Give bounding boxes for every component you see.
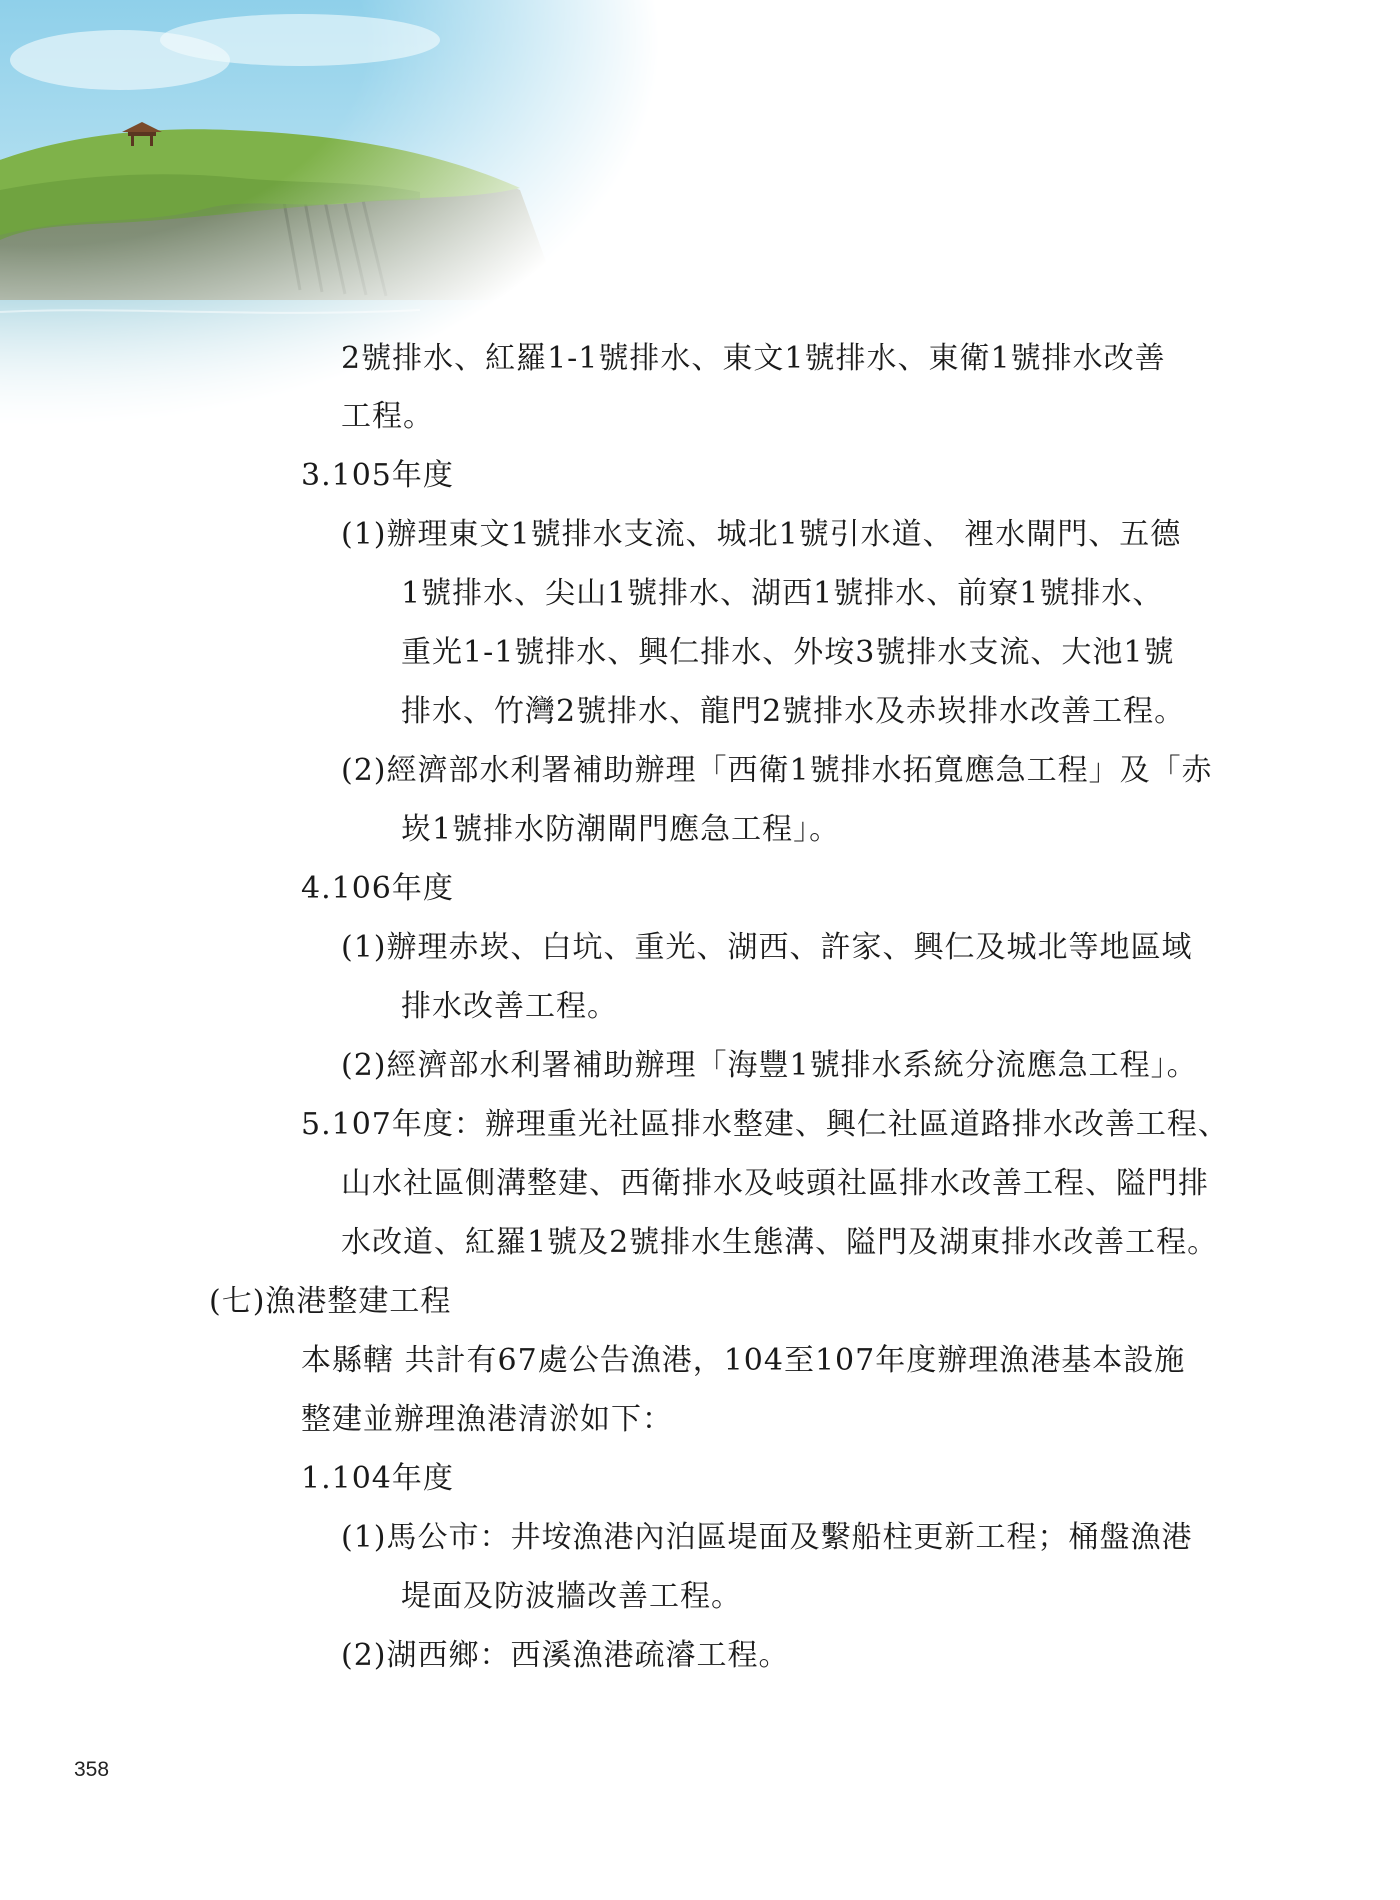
text-line: (2)經濟部水利署補助辦理「海豐1號排水系統分流應急工程」。 — [341, 1048, 1198, 1083]
text-line: 重光1-1號排水、興仁排水、外垵3號排水支流、大池1號 — [401, 635, 1175, 670]
text-line: 崁1號排水防潮閘門應急工程」。 — [401, 812, 841, 847]
text-line: 3.105年度 — [301, 458, 454, 493]
text-line: 排水改善工程。 — [401, 989, 618, 1024]
text-line: 本縣轄 共計有67處公告漁港，104至107年度辦理漁港基本設施 — [301, 1343, 1186, 1378]
text-line: (1)辦理赤崁、白坑、重光、湖西、許家、興仁及城北等地區域 — [341, 930, 1193, 965]
text-line: 水改道、紅羅1號及2號排水生態溝、隘門及湖東排水改善工程。 — [341, 1225, 1219, 1260]
text-line: 1號排水、尖山1號排水、湖西1號排水、前寮1號排水、 — [401, 576, 1164, 611]
text-line: 山水社區側溝整建、西衛排水及岐頭社區排水改善工程、隘門排 — [341, 1166, 1209, 1201]
text-line: 堤面及防波牆改善工程。 — [401, 1579, 742, 1614]
text-line: 1.104年度 — [301, 1461, 454, 1496]
text-line: 工程。 — [341, 399, 434, 434]
text-line: (2)經濟部水利署補助辦理「西衛1號排水拓寬應急工程」及「赤 — [341, 753, 1213, 788]
text-line: 5.107年度：辦理重光社區排水整建、興仁社區道路排水改善工程、 — [301, 1107, 1229, 1142]
page-number: 358 — [74, 1758, 110, 1781]
text-line: 4.106年度 — [301, 871, 454, 906]
text-line: (1)馬公市：井垵漁港內泊區堤面及繫船柱更新工程；桶盤漁港 — [341, 1520, 1193, 1555]
text-line: 整建並辦理漁港清淤如下： — [301, 1402, 673, 1437]
text-line: (1)辦理東文1號排水支流、城北1號引水道、 裡水閘門、五德 — [341, 517, 1182, 552]
section-heading: (七)漁港整建工程 — [209, 1284, 452, 1319]
text-line: 2號排水、紅羅1-1號排水、東文1號排水、東衛1號排水改善 — [341, 341, 1166, 376]
text-line: 排水、竹灣2號排水、龍門2號排水及赤崁排水改善工程。 — [401, 694, 1186, 729]
text-line: (2)湖西鄉：西溪漁港疏濬工程。 — [341, 1638, 790, 1673]
